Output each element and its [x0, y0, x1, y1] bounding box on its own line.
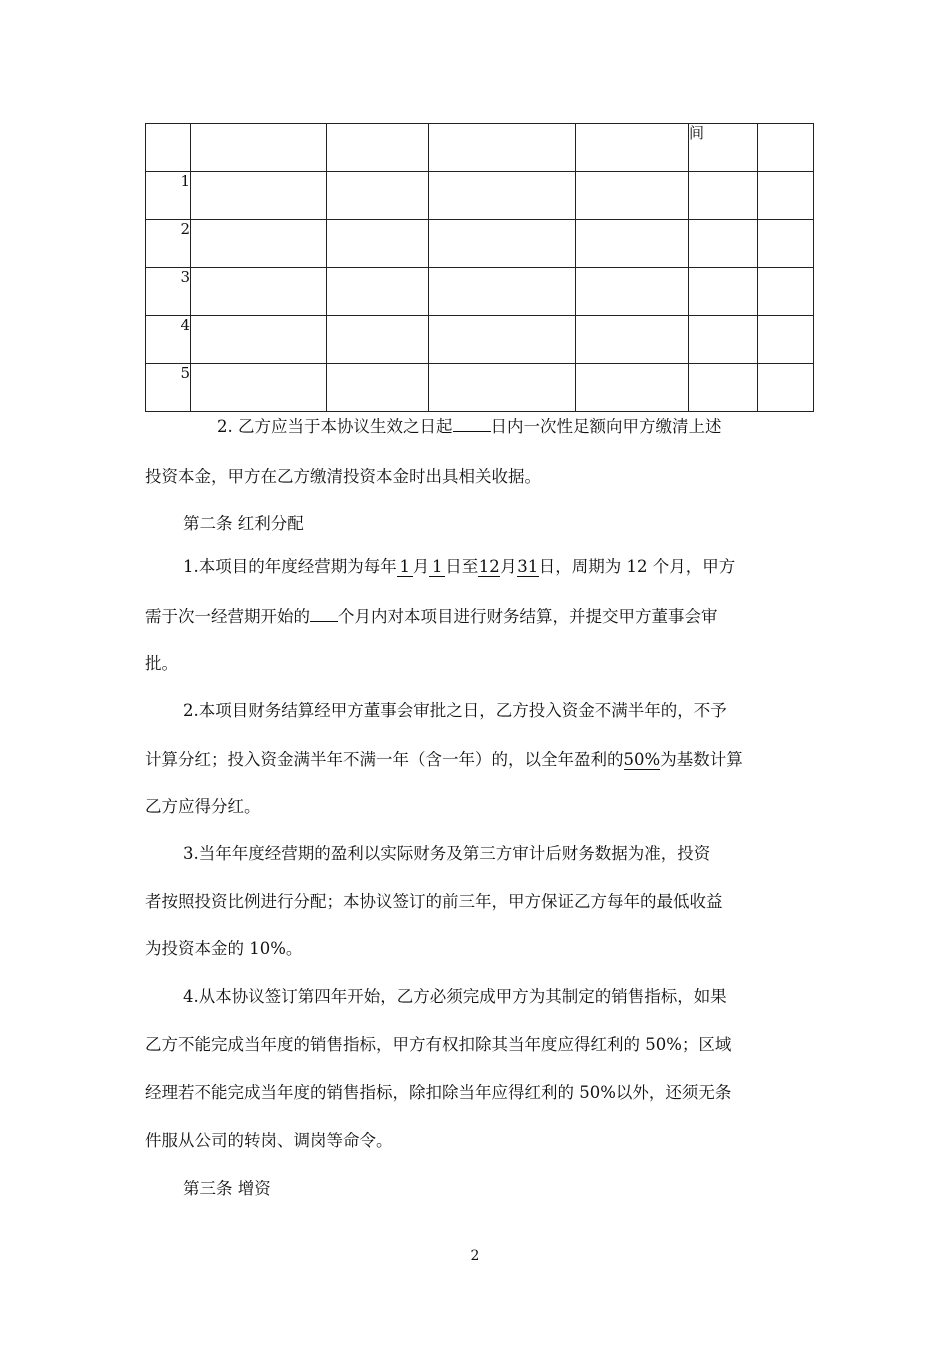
paragraph-line: 3.当年年度经营期的盈利以实际财务及第三方审计后财务数据为准，投资: [183, 844, 711, 863]
article-2-heading: 第二条 红利分配: [183, 514, 304, 533]
table-cell: [191, 268, 327, 316]
table-cell: [429, 220, 576, 268]
row-number: 1: [146, 172, 191, 220]
paragraph-line: 批。: [145, 654, 178, 673]
header-cell-time: 间: [689, 124, 758, 172]
table-cell: [191, 220, 327, 268]
paragraph-line: 为投资本金的 10%。: [145, 939, 303, 958]
paragraph-line: 件服从公司的转岗、调岗等命令。: [145, 1131, 393, 1150]
table-cell: [758, 268, 814, 316]
table-cell: [191, 124, 327, 172]
fill-in-blank: [310, 607, 338, 622]
paragraph-line: 者按照投资比例进行分配；本协议签订的前三年，甲方保证乙方每年的最低收益: [145, 892, 723, 911]
text-segment: 日至: [445, 557, 479, 576]
table-cell: [689, 364, 758, 412]
text-segment: 月: [412, 557, 430, 576]
table-cell: [327, 124, 429, 172]
text-segment: 需于次一经营期开始的: [145, 607, 310, 626]
investment-table: [145, 123, 814, 412]
table-cell: [429, 364, 576, 412]
table-cell: [429, 172, 576, 220]
paragraph-line: 4.从本协议签订第四年开始，乙方必须完成甲方为其制定的销售指标，如果: [183, 987, 727, 1006]
table-cell: [689, 316, 758, 364]
filled-blank: 50%: [623, 750, 661, 769]
paragraph-line: [145, 553, 843, 577]
paragraph-line: [145, 603, 805, 627]
table-cell: [327, 220, 429, 268]
text-segment: 计算分红；投入资金满半年不满一年（含一年）的，以全年盈利的: [145, 750, 624, 769]
paragraph-line: 2.本项目财务结算经甲方董事会审批之日，乙方投入资金不满半年的，不予: [183, 701, 727, 720]
table-cell: [191, 316, 327, 364]
table-cell: [758, 364, 814, 412]
text-segment: 为基数计算: [660, 750, 743, 769]
fill-in-blank: [453, 417, 491, 432]
table-cell: [576, 172, 689, 220]
paragraph-line: 经理若不能完成当年度的销售指标，除扣除当年应得红利的 50%以外，还须无条: [145, 1083, 732, 1102]
table-row: [146, 364, 814, 412]
filled-blank: 1: [397, 558, 413, 577]
filled-blank: 12: [478, 557, 500, 576]
text-segment: 月: [500, 557, 517, 576]
row-number: 3: [146, 268, 191, 316]
page-number: 2: [470, 1248, 480, 1264]
table-cell: [327, 364, 429, 412]
table-cell: [758, 316, 814, 364]
table-cell: [758, 172, 814, 220]
article-3-heading: 第三条 增资: [183, 1179, 271, 1198]
paragraph-line: [145, 746, 805, 770]
text-segment: 日内一次性足额向甲方缴清上述: [490, 417, 722, 436]
table-row: [146, 220, 814, 268]
table-row: [146, 172, 814, 220]
table-cell: [689, 268, 758, 316]
table-cell: [576, 268, 689, 316]
table-cell: [327, 268, 429, 316]
table-cell: [429, 124, 576, 172]
row-number: 2: [146, 220, 191, 268]
table-cell: [576, 124, 689, 172]
table-cell: [191, 172, 327, 220]
text-segment: 2. 乙方应当于本协议生效之日起: [217, 417, 453, 436]
paragraph-line: 乙方应得分红。: [145, 797, 261, 816]
paragraph-line: [145, 413, 877, 437]
table-cell: [689, 172, 758, 220]
table-cell: [689, 220, 758, 268]
row-number: 5: [146, 364, 191, 412]
table-row: [146, 316, 814, 364]
row-number: 4: [146, 316, 191, 364]
table-cell: [576, 364, 689, 412]
table-cell: [327, 316, 429, 364]
paragraph-line: 投资本金，甲方在乙方缴清投资本金时出具相关收据。: [145, 467, 541, 486]
filled-blank: 31: [517, 557, 539, 576]
table-cell: [576, 220, 689, 268]
table-cell: [146, 124, 191, 172]
table-cell: [576, 316, 689, 364]
table-header-row: [146, 124, 814, 172]
table-cell: [758, 220, 814, 268]
table-cell: [758, 124, 814, 172]
text-segment: 个月内对本项目进行财务结算，并提交甲方董事会审: [338, 607, 718, 626]
table-cell: [429, 316, 576, 364]
table-cell: [327, 172, 429, 220]
paragraph-line: 乙方不能完成当年度的销售指标，甲方有权扣除其当年度应得红利的 50%；区域: [145, 1035, 732, 1054]
table-row: [146, 268, 814, 316]
table-cell: [429, 268, 576, 316]
table-cell: [191, 364, 327, 412]
filled-blank: 1: [429, 558, 445, 577]
text-segment: 1.本项目的年度经营期为每年: [183, 557, 397, 576]
text-segment: 日，周期为 12 个月，甲方: [538, 557, 736, 576]
